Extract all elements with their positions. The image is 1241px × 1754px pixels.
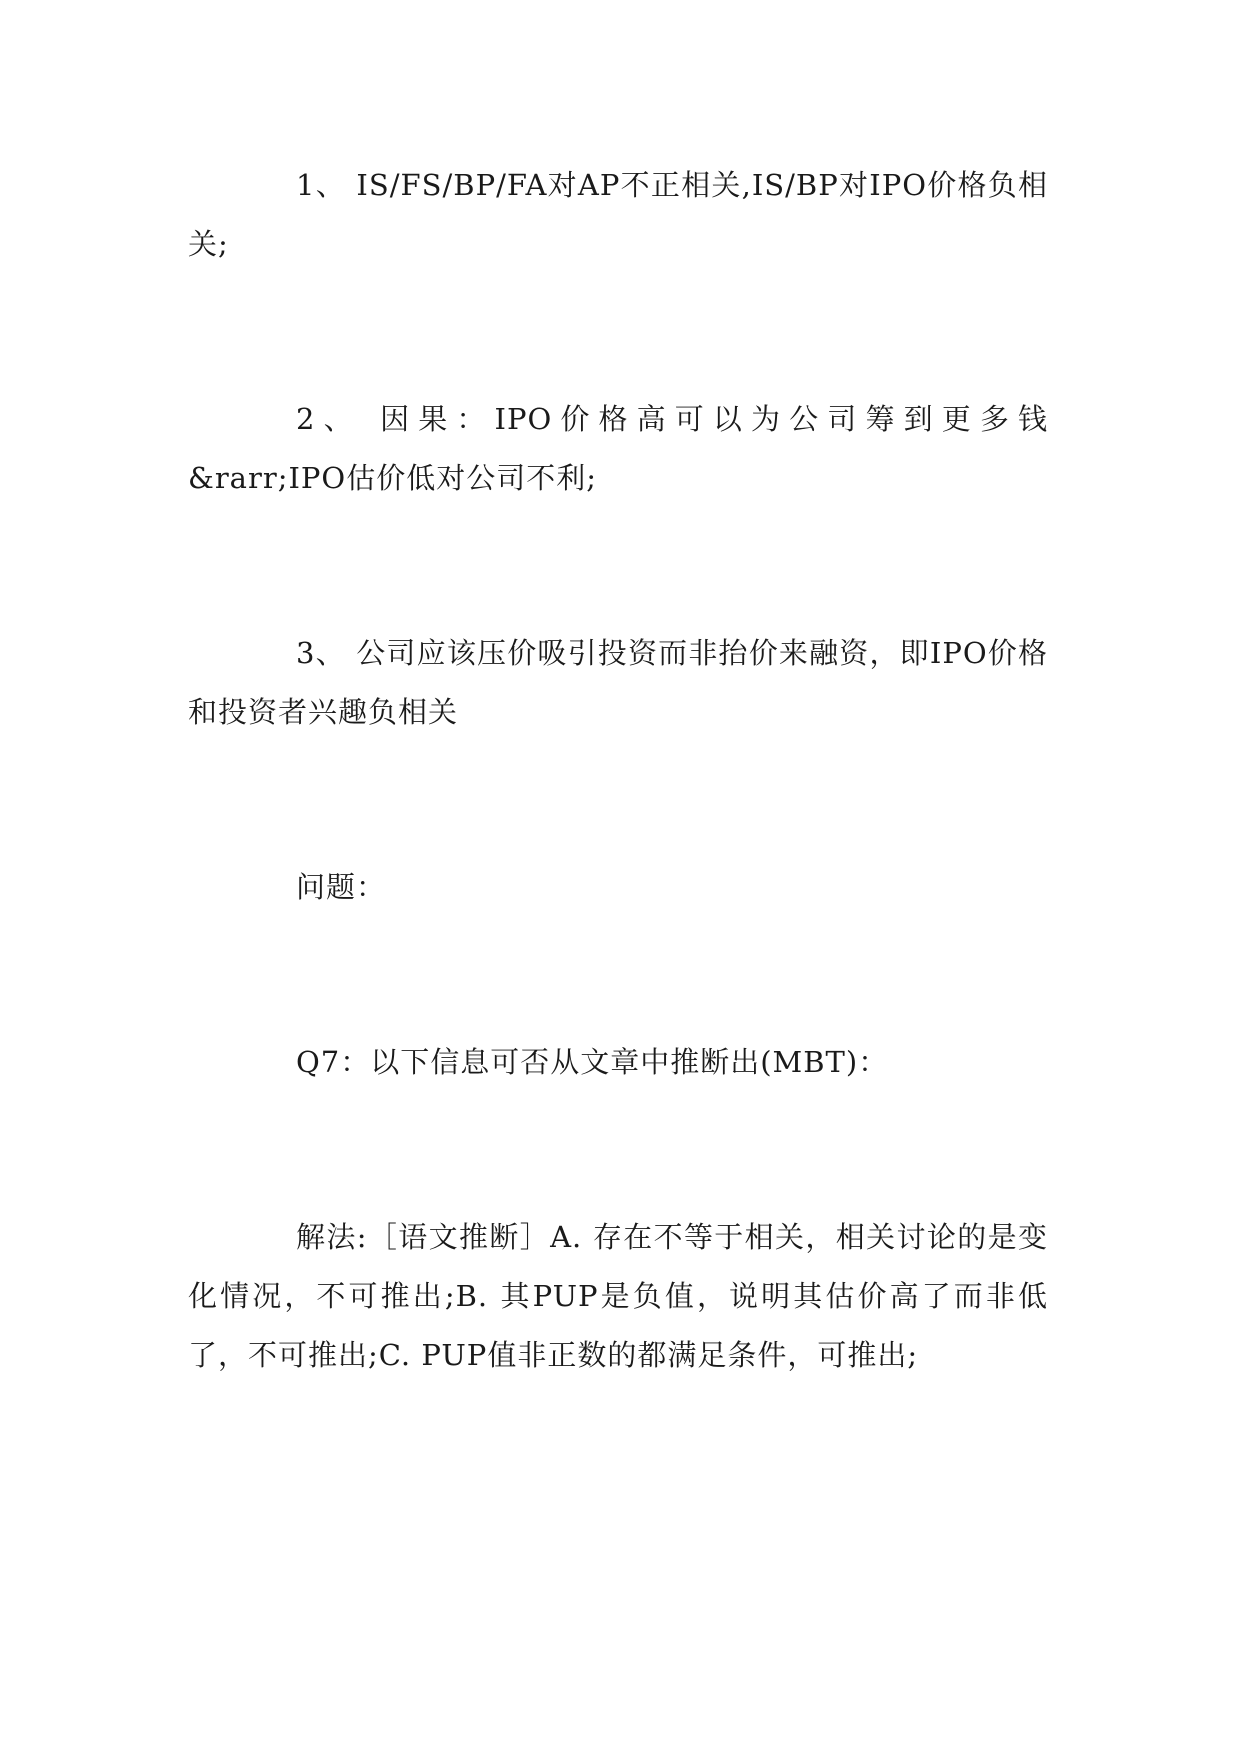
question-heading: 问题： [296, 870, 387, 904]
paragraph-point-1: 1、 IS/FS/BP/FA对AP不正相关,IS/BP对IPO价格负相关; [188, 168, 1048, 261]
paragraph-point-3: 3、 公司应该压价吸引投资而非抬价来融资，即IPO价格和投资者兴趣负相关 [188, 636, 1048, 729]
solution-paragraph: 解法:［语文推断］A. 存在不等于相关，相关讨论的是变化情况，不可推出;B. 其PUP是负值，说明其估价高了而非低了，不可推出;C. PUP值非正数的都满足条件，可推出; [188, 1220, 1048, 1372]
question-q7: Q7：以下信息可否从文章中推断出(MBT)： [296, 1045, 889, 1079]
paragraph-point-2: 2、 因果：IPO价格高可以为公司筹到更多钱&rarr;IPO估价低对公司不利; [188, 402, 1048, 495]
